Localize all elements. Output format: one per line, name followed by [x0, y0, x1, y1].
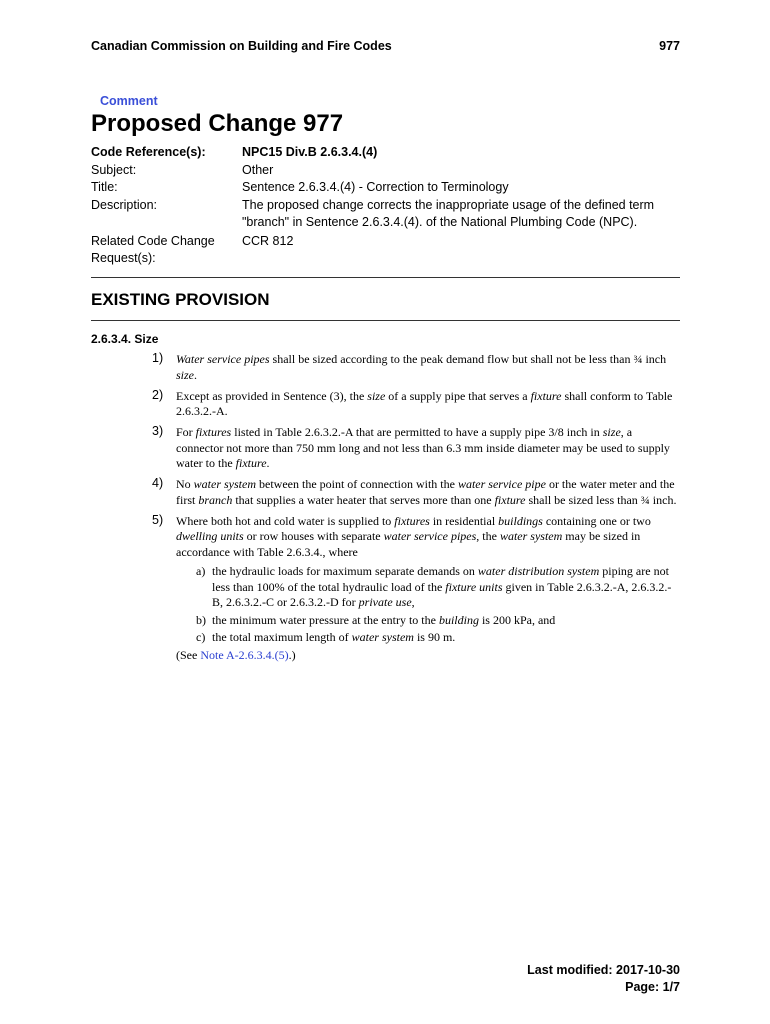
text-run: the minimum water pressure at the entry to the: [212, 612, 439, 627]
page-number: Page: 1/7: [625, 980, 680, 994]
defined-term: size: [176, 367, 194, 382]
text-run: that supplies a water heater that serves more than one: [232, 492, 495, 507]
text-run: the total maximum length of: [212, 630, 352, 644]
text-run: ,: [411, 595, 415, 609]
text-run: given in Table 2.6.3.2.-A, 2.6.3.2.-B, 2.6.3.2.-C or 2.6.3.2.-D for: [212, 579, 672, 609]
note-link[interactable]: Note A-2.6.3.4.(5): [200, 647, 289, 662]
defined-term: fixture: [494, 492, 526, 507]
article-title: 2.6.3.4. Size: [91, 332, 159, 346]
meta-label: Related Code Change Request(s):: [91, 233, 215, 265]
sentence-text: [176, 425, 680, 472]
defined-term: water service pipes: [383, 529, 477, 543]
text-run: piping are not less than 100% of the total hydraulic load of the: [212, 564, 669, 594]
defined-term: fixture: [235, 456, 267, 470]
text-run: containing one or two: [542, 513, 651, 528]
meta-value: Other: [242, 162, 274, 177]
text-run: or the water meter and the first: [176, 477, 675, 507]
sentence-number: 4): [152, 476, 164, 490]
defined-term: dwelling units: [176, 529, 244, 543]
last-modified: Last modified: 2017-10-30: [527, 963, 680, 977]
text-run: .: [266, 456, 270, 470]
meta-label: Subject:: [91, 162, 137, 177]
defined-term: water system: [499, 529, 563, 543]
defined-term: buildings: [498, 513, 543, 528]
defined-term: water distribution system: [477, 564, 600, 578]
text-run: No: [176, 477, 194, 491]
see-note: [176, 648, 680, 664]
see-note-suffix: .): [288, 647, 296, 662]
sentence-item: [152, 352, 680, 383]
meta-row-description: [91, 197, 681, 232]
text-run: in residential: [429, 513, 499, 528]
text-run: of a supply pipe that serves a: [385, 388, 531, 403]
text-run: shall be sized according to the peak demand flow but shall not be less than ¾ inch: [269, 352, 667, 366]
meta-label: Description:: [91, 197, 157, 212]
sentence-text: [176, 352, 680, 383]
text-run: or row houses with separate: [243, 529, 384, 543]
sentence-number: 1): [152, 351, 164, 365]
text-run: Where both hot and cold water is supplied to: [176, 513, 395, 528]
sentence-item: [152, 425, 680, 472]
defined-term: branch: [198, 492, 233, 507]
provision-text: [152, 352, 680, 669]
text-run: may be sized in accordance with Table 2.6.3.4., where: [176, 529, 641, 559]
text-run: For: [176, 425, 196, 439]
sentence-item: [152, 514, 680, 664]
meta-row-related-requests: [91, 233, 681, 268]
clause-letter: b): [196, 612, 206, 627]
sentence-number: 3): [152, 424, 164, 438]
clause-item: [196, 564, 680, 611]
clause-letter: a): [196, 564, 206, 578]
defined-term: fixture: [530, 388, 562, 403]
page-header-org: Canadian Commission on Building and Fire Codes: [91, 39, 392, 53]
sentence-text: [176, 389, 680, 420]
defined-term: fixtures: [394, 513, 430, 528]
change-metadata: [91, 144, 681, 268]
text-run: shall be sized less than ¾ inch.: [525, 492, 677, 507]
defined-term: private use: [358, 595, 412, 609]
clause-list: [176, 564, 680, 646]
divider: [91, 277, 680, 278]
defined-term: size: [367, 388, 386, 403]
text-run: shall conform to Table 2.6.3.2.-A.: [176, 388, 673, 418]
text-run: between the point of connection with the: [256, 477, 458, 491]
page-header-number: 977: [659, 39, 680, 53]
meta-row-subject: [91, 162, 681, 180]
clause-item: [196, 613, 680, 629]
defined-term: building: [438, 612, 479, 627]
meta-value: Sentence 2.6.3.4.(4) - Correction to Terminology: [242, 180, 509, 194]
text-run: .: [194, 367, 197, 382]
meta-label: Title:: [91, 180, 118, 194]
clause-letter: c): [196, 630, 206, 644]
meta-value: The proposed change corrects the inappropriate usage of the defined term "branch" in Sentence 2.6.3.4.(4). of the National Plumbing Code (NPC).: [242, 197, 655, 229]
defined-term: fixture units: [445, 579, 503, 594]
see-note-prefix: (See: [176, 647, 201, 662]
section-title: EXISTING PROVISION: [91, 290, 270, 309]
divider: [91, 320, 680, 321]
text-run: , the: [476, 529, 500, 543]
sentence-text: [176, 514, 680, 561]
meta-value: CCR 812: [242, 233, 294, 248]
meta-row-code-reference: [91, 144, 681, 162]
meta-row-title: [91, 179, 681, 197]
sentence-text: [176, 477, 680, 508]
meta-value: NPC15 Div.B 2.6.3.4.(4): [242, 145, 378, 159]
text-run: Except as provided in Sentence (3), the: [176, 388, 368, 403]
clause-item: [196, 630, 680, 646]
defined-term: water service pipe: [457, 477, 546, 491]
defined-term: water system: [351, 630, 414, 644]
defined-term: water system: [193, 477, 256, 491]
meta-label: Code Reference(s):: [91, 145, 206, 159]
sentence-number: 2): [152, 387, 164, 402]
defined-term: Water service pipes: [176, 352, 270, 366]
sentence-item: [152, 477, 680, 508]
defined-term: size: [602, 425, 621, 439]
sentence-item: [152, 389, 680, 420]
page-title: Proposed Change 977: [91, 110, 344, 137]
sentence-number: 5): [152, 512, 164, 527]
comment-link[interactable]: Comment: [100, 94, 158, 108]
text-run: is 200 kPa, and: [478, 612, 556, 627]
text-run: , a connector not more than 750 mm long and not less than 6.3 mm inside diameter may be used to supply water to the: [176, 425, 670, 470]
text-run: the hydraulic loads for maximum separate demands on: [212, 564, 478, 578]
text-run: listed in Table 2.6.3.2.-A that are permitted to have a supply pipe 3/8 inch in: [231, 425, 603, 439]
defined-term: fixtures: [195, 425, 232, 439]
text-run: is 90 m.: [413, 630, 456, 644]
